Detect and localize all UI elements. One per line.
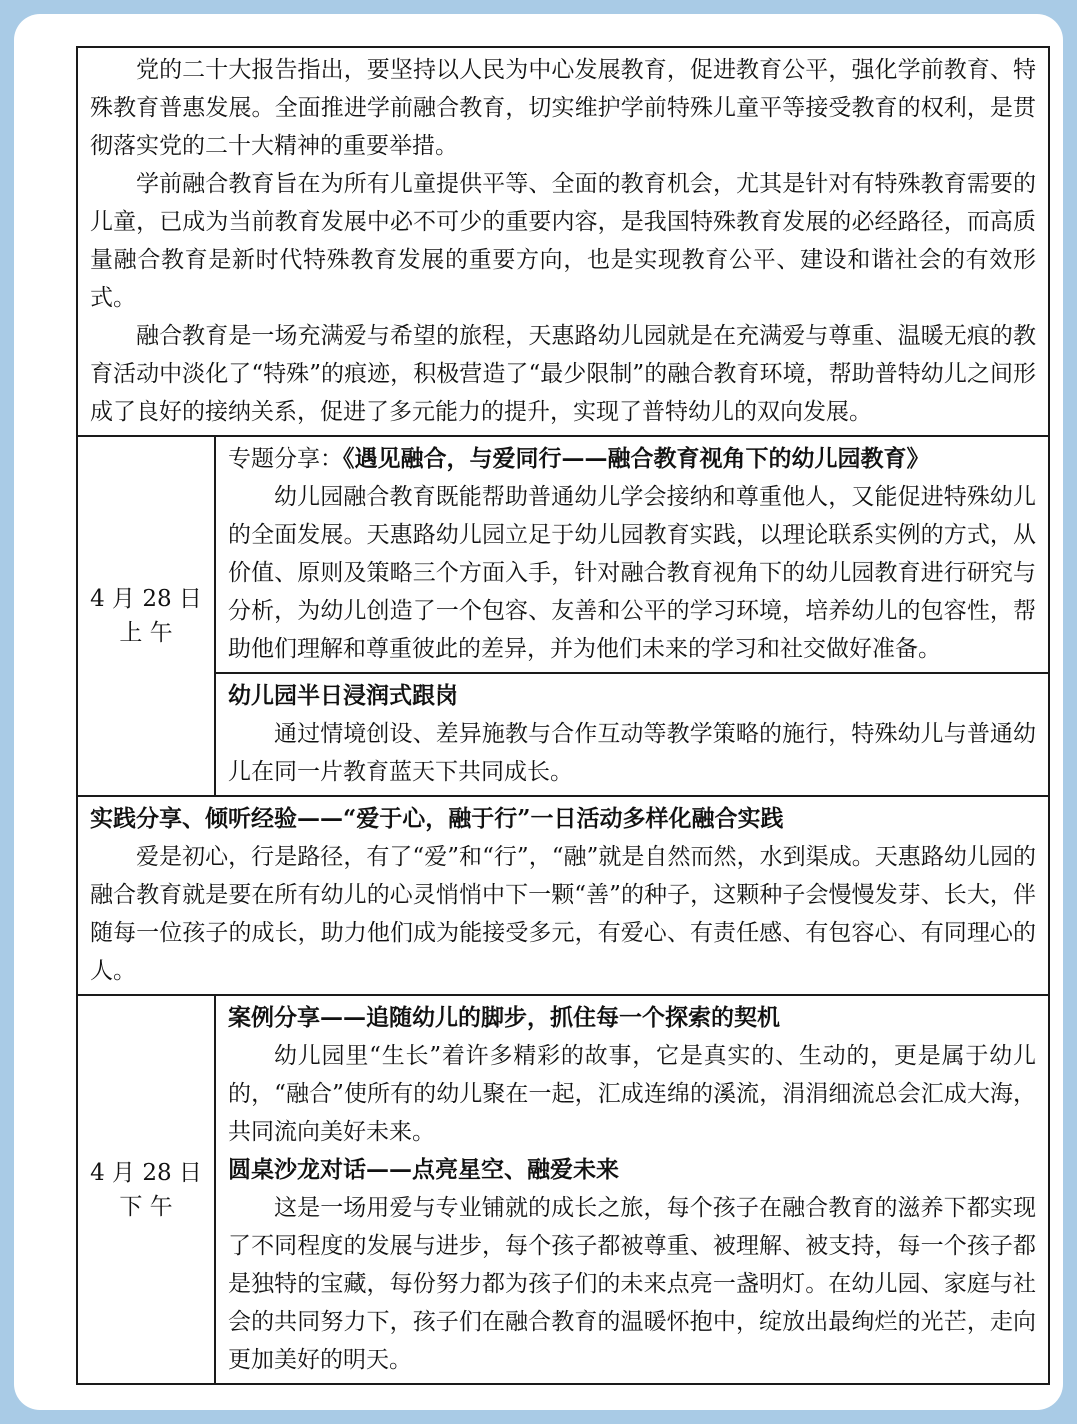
morning-visit-cell (215, 673, 1049, 796)
schedule-table (76, 46, 1050, 1385)
salon-body: 这是一场用爱与专业铺就的成长之旅，每个孩子在融合教育的滋养下都实现了不同程度的发展与进步，每个孩子都被尊重、被理解、被支持，每一个孩子都是独特的宝藏，每份努力都为孩子们的未来点亮一盏明灯。在幼儿园、家庭与社会的共同努力下，孩子们在融合教育的温暖怀抱中，绽放出最绚烂的光芒，走向更加美好的明天。 (228, 1195, 1036, 1373)
intro-paragraph: 学前融合教育旨在为所有儿童提供平等、全面的教育机会，尤其是针对有特殊教育需要的儿童，已成为当前教育发展中必不可少的重要内容，是我国特殊教育发展的必经路径，而高质量融合教育是新时代特殊教育发展的重要方向，也是实现教育公平、建设和谐社会的有效形式。 (90, 171, 1036, 311)
morning-date: 4 月 28 日 (90, 586, 202, 612)
morning-visit-row (77, 673, 1049, 796)
intro-paragraph: 党的二十大报告指出，要坚持以人民为中心发展教育，促进教育公平，强化学前教育、特殊教育普惠发展。全面推进学前融合教育，切实维护学前特殊儿童平等接受教育的权利，是贯彻落实党的二十大精神的重要举措。 (90, 57, 1036, 159)
intro-row (77, 47, 1049, 436)
share-body: 幼儿园融合教育既能帮助普通幼儿学会接纳和尊重他人，又能促进特殊幼儿的全面发展。天惠路幼儿园立足于幼儿园教育实践，以理论联系实例的方式，从价值、原则及策略三个方面入手，针对融合教育视角下的幼儿园教育进行研究与分析，为幼儿创造了一个包容、友善和公平的学习环境，培养幼儿的包容性，帮助他们理解和尊重彼此的差异，并为他们未来的学习和社交做好准备。 (228, 484, 1036, 662)
practice-row (77, 796, 1049, 995)
afternoon-period: 下 午 (119, 1193, 173, 1220)
visit-title: 幼儿园半日浸润式跟岗 (228, 682, 458, 709)
morning-share-cell (215, 436, 1049, 673)
afternoon-cell (215, 995, 1049, 1384)
afternoon-row (77, 995, 1049, 1384)
afternoon-date: 4 月 28 日 (90, 1159, 202, 1186)
case-title: 案例分享——追随幼儿的脚步，抓住每一个探索的契机 (228, 1004, 780, 1031)
morning-date-cell (77, 436, 215, 796)
afternoon-date-cell (77, 995, 215, 1384)
practice-body: 爱是初心，行是路径，有了“爱”和“行”，“融”就是自然而然，水到渠成。天惠路幼儿园的融合教育就是要在所有幼儿的心灵悄悄中下一颗“善”的种子，这颗种子会慢慢发芽、长大，伴随每一位孩子的成长，助力他们成为能接受多元，有爱心、有责任感、有包容心、有同理心的人。 (90, 844, 1036, 984)
share-title: 《遇见融合，与爱同行——融合教育视角下的幼儿园教育》 (343, 445, 930, 472)
salon-title: 圆桌沙龙对话——点亮星空、融爱未来 (228, 1156, 619, 1183)
case-body: 幼儿园里“生长”着许多精彩的故事，它是真实的、生动的，更是属于幼儿的，“融合”使所有的幼儿聚在一起，汇成连绵的溪流，涓涓细流总会汇成大海，共同流向美好未来。 (228, 1043, 1036, 1145)
morning-period: 上 午 (119, 620, 173, 646)
document-card (14, 14, 1063, 1410)
intro-cell (77, 47, 1049, 436)
morning-share-row (77, 436, 1049, 673)
share-label: 专题分享： (228, 446, 343, 472)
visit-body: 通过情境创设、差异施教与合作互动等教学策略的施行，特殊幼儿与普通幼儿在同一片教育蓝天下共同成长。 (228, 721, 1036, 785)
intro-paragraph: 融合教育是一场充满爱与希望的旅程，天惠路幼儿园就是在充满爱与尊重、温暖无痕的教育活动中淡化了“特殊”的痕迹，积极营造了“最少限制”的融合教育环境，帮助普特幼儿之间形成了良好的接纳关系，促进了多元能力的提升，实现了普特幼儿的双向发展。 (90, 323, 1036, 425)
practice-title: 实践分享、倾听经验——“爱于心，融于行”一日活动多样化融合实践 (90, 805, 784, 832)
practice-cell (77, 796, 1049, 995)
share-heading (228, 440, 1036, 478)
